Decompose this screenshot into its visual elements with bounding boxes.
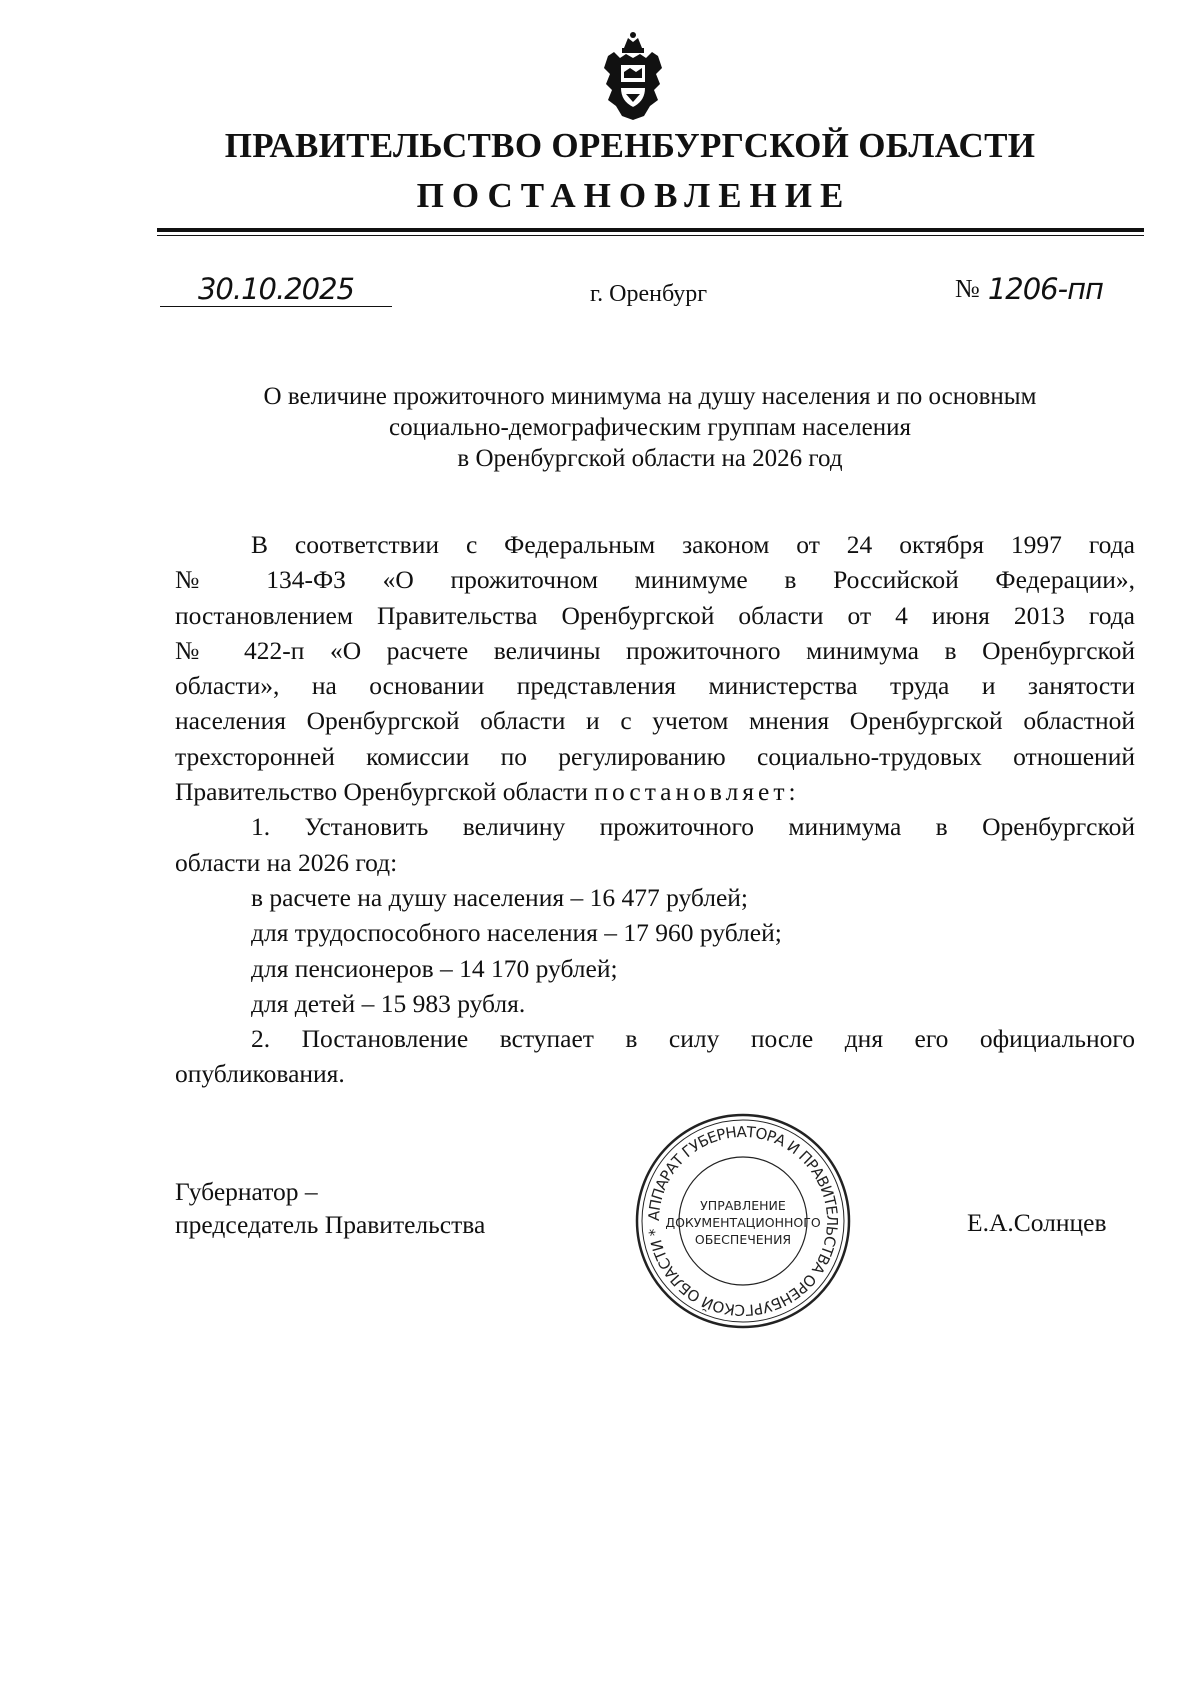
- amount-line: для детей – 15 983 рубля.: [251, 988, 526, 1018]
- seal-center-text: [632, 1197, 854, 1248]
- body-line: постановлением Правительства Оренбургской области от 4 июня 2013 года: [175, 600, 1135, 630]
- document-number: 1206-пп: [987, 272, 1104, 306]
- subject-line: О величине прожиточного минимума на душу населения и по основным: [263, 383, 1037, 410]
- document-type-title: ПОСТАНОВЛЕНИЕ: [416, 176, 852, 215]
- body-line: [175, 774, 1135, 809]
- date-underline: [160, 306, 392, 307]
- body-line-text: Правительство Оренбургской области: [175, 777, 588, 807]
- document-date: 30.10.2025: [197, 272, 355, 306]
- body-line: В соответствии с Федеральным законом от 24 октября 1997 года: [251, 530, 1135, 559]
- signer-title-line: Губернатор –: [175, 1177, 318, 1206]
- official-seal: [632, 1110, 854, 1332]
- subject-line: в Оренбургской области на 2026 год: [457, 445, 843, 472]
- signer-name: Е.А.Солнцев: [967, 1208, 1107, 1237]
- amount-line: в расчете на душу населения – 16 477 рублей;: [251, 882, 749, 912]
- subject-line: социально-демографическим группам населения: [389, 414, 911, 441]
- body-line: № 134-ФЗ «О прожиточном минимуме в Российской Федерации»,: [175, 565, 1135, 595]
- number-sign: №: [955, 274, 980, 303]
- document-subject: [200, 381, 1100, 474]
- item-2-line: 2. Постановление вступает в силу после дня его официального: [251, 1024, 1135, 1054]
- signer-title: [175, 1175, 485, 1241]
- document-city: г. Оренбург: [590, 281, 708, 307]
- amount-line: для пенсионеров – 14 170 рублей;: [251, 953, 618, 983]
- body-line: области», на основании представления министерства труда и занятости: [175, 671, 1135, 701]
- body-line: трехсторонней комиссии по регулированию социально-трудовых отношений: [175, 741, 1135, 771]
- document-number-block: [955, 272, 1103, 306]
- seal-ring-text: АППАРАТ ГУБЕРНАТОРА И ПРАВИТЕЛЬСТВА ОРЕНБУРГСКОЙ ОБЛАСТИ *: [644, 1122, 842, 1320]
- body-line: населения Оренбургской области и с учетом мнения Оренбургской областной: [175, 706, 1135, 736]
- header-rule-thick: [157, 228, 1144, 232]
- document-body: [175, 527, 1135, 1092]
- government-title: ПРАВИТЕЛЬСТВО ОРЕНБУРГСКОЙ ОБЛАСТИ: [224, 126, 1036, 165]
- signer-title-line: председатель Правительства: [175, 1210, 486, 1239]
- header-rule-thin: [157, 235, 1144, 236]
- seal-center-line: ДОКУМЕНТАЦИОННОГО: [665, 1215, 821, 1230]
- item-1-line: 1. Установить величину прожиточного минимума в Оренбургской: [251, 812, 1135, 842]
- item-2-line: опубликования.: [175, 1059, 345, 1089]
- resolves-word: постановляет:: [594, 777, 800, 807]
- body-line: № 422-п «О расчете величины прожиточного минимума в Оренбургской: [175, 635, 1135, 665]
- item-1-line: области на 2026 год:: [175, 847, 398, 877]
- coat-of-arms-icon: [600, 28, 666, 124]
- seal-center-line: ОБЕСПЕЧЕНИЯ: [694, 1232, 792, 1247]
- amount-line: для трудоспособного населения – 17 960 рублей;: [251, 918, 782, 948]
- seal-center-line: УПРАВЛЕНИЕ: [700, 1198, 786, 1213]
